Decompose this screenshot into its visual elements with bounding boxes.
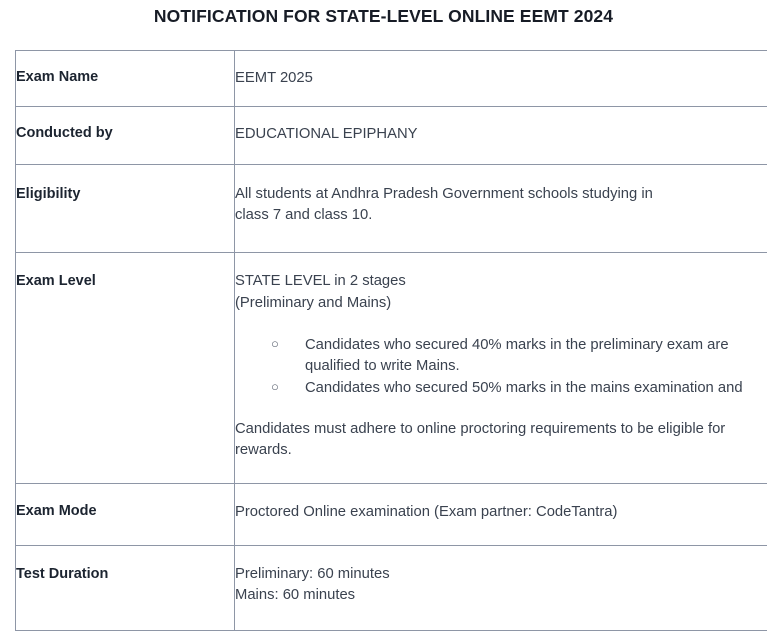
row-label-exam-mode: Exam Mode xyxy=(16,484,235,546)
table-row xyxy=(16,253,767,484)
table-row xyxy=(16,546,767,631)
row-label-exam-name: Exam Name xyxy=(16,51,235,107)
exam-level-proctoring-note: Candidates must adhere to online proctoring requirements to be eligible for rewards. xyxy=(235,419,767,461)
hollow-circle-bullet-icon: ○ xyxy=(271,377,279,397)
table-row xyxy=(16,51,767,107)
test-duration-mains: Mains: 60 minutes xyxy=(235,585,767,606)
list-item-text: Candidates who secured 50% marks in the mains examination and xyxy=(305,380,743,396)
eligibility-line-1: All students at Andhra Pradesh Government schools studying in xyxy=(235,184,767,205)
row-value-exam-level xyxy=(235,253,767,484)
list-item xyxy=(271,335,767,377)
table-row xyxy=(16,107,767,165)
exam-level-line-2: (Preliminary and Mains) xyxy=(235,293,767,314)
exam-level-criteria-list xyxy=(235,335,767,399)
hollow-circle-bullet-icon: ○ xyxy=(271,334,279,354)
row-value-test-duration xyxy=(235,546,767,631)
page-title: NOTIFICATION FOR STATE-LEVEL ONLINE EEMT 2024 xyxy=(0,6,767,27)
row-label-eligibility: Eligibility xyxy=(16,165,235,253)
row-value-eligibility xyxy=(235,165,767,253)
exam-level-stages xyxy=(235,271,767,314)
table-row xyxy=(16,484,767,546)
exam-level-line-1: STATE LEVEL in 2 stages xyxy=(235,271,767,292)
list-item-text: Candidates who secured 40% marks in the preliminary exam are qualified to write Mains. xyxy=(305,337,729,374)
row-value-exam-name: EEMT 2025 xyxy=(235,51,767,107)
row-label-exam-level: Exam Level xyxy=(16,253,235,484)
table-row xyxy=(16,165,767,253)
row-value-conducted-by: EDUCATIONAL EPIPHANY xyxy=(235,107,767,165)
notification-table xyxy=(15,50,767,631)
list-item xyxy=(271,378,767,399)
row-label-conducted-by: Conducted by xyxy=(16,107,235,165)
eligibility-line-2: class 7 and class 10. xyxy=(235,205,767,226)
row-value-exam-mode: Proctored Online examination (Exam partner: CodeTantra) xyxy=(235,484,767,546)
test-duration-preliminary: Preliminary: 60 minutes xyxy=(235,564,767,585)
row-label-test-duration: Test Duration xyxy=(16,546,235,631)
